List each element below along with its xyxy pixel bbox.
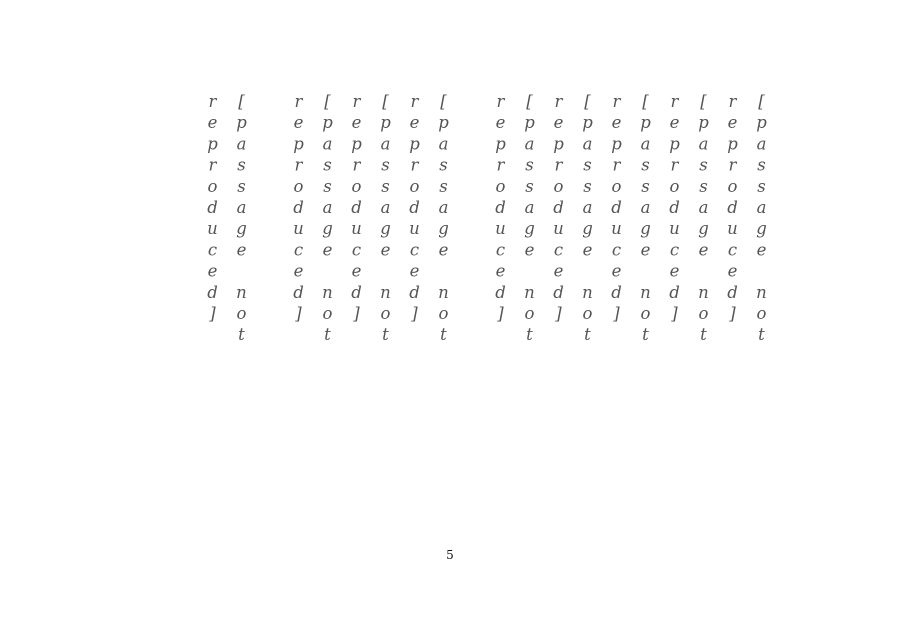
text-paragraph: [passage not reproduced]: [405, 92, 453, 347]
text-paragraph: [passage not reproduced]: [607, 92, 655, 347]
text-paragraph: [passage not reproduced]: [491, 92, 539, 347]
text-paragraph: [passage not reproduced]: [723, 92, 771, 347]
vertical-text-body: [96, 92, 776, 562]
text-paragraph: [passage not reproduced]: [203, 92, 251, 347]
text-paragraph: [passage not reproduced]: [549, 92, 597, 347]
text-paragraph: [passage not reproduced]: [289, 92, 337, 347]
text-paragraph: [passage not reproduced]: [665, 92, 713, 347]
text-paragraph: [passage not reproduced]: [347, 92, 395, 347]
page-number: 5: [446, 548, 454, 562]
